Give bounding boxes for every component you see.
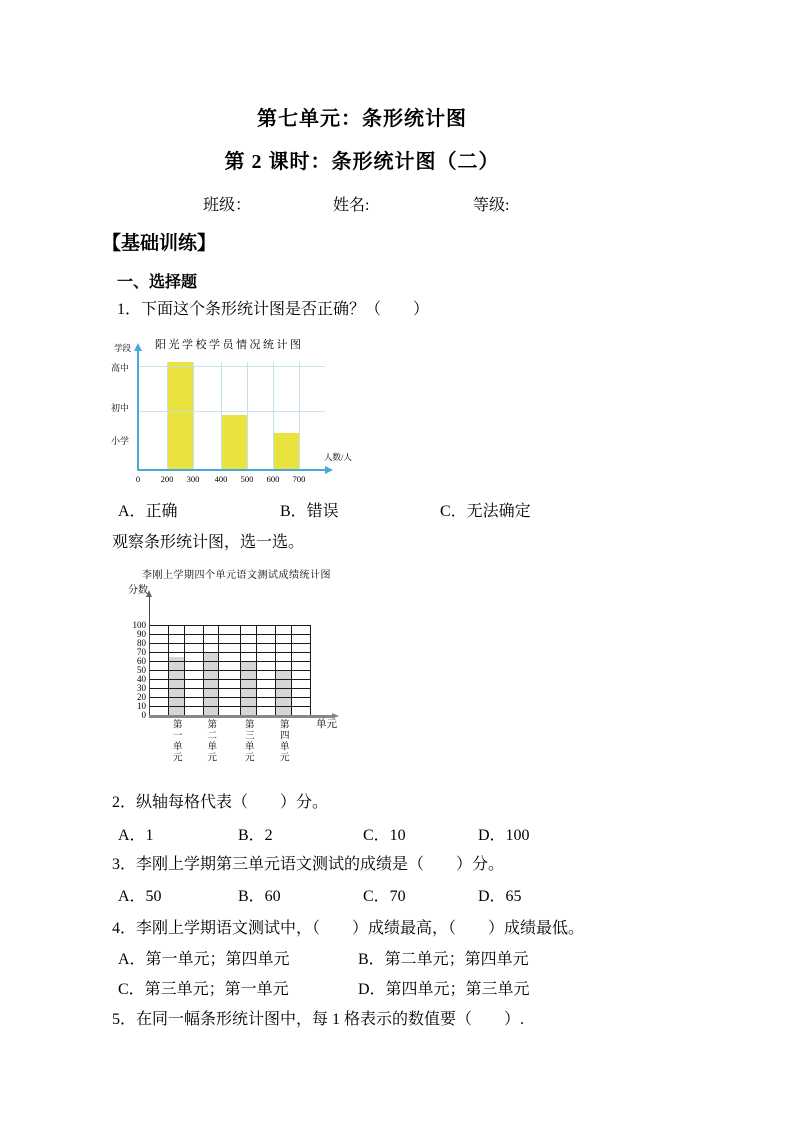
y-tick-label: 0 — [141, 710, 146, 720]
q2-option-d: D．100 — [478, 827, 530, 844]
section-choice: 一、选择题 — [117, 274, 198, 291]
y-tick-label: 80 — [137, 638, 146, 648]
chart-2 — [120, 565, 366, 777]
gridline-v — [184, 625, 185, 715]
y-tick-label: 100 — [132, 620, 146, 630]
q4-option-b: B．第二单元；第四单元 — [358, 951, 529, 968]
gridline-h — [149, 706, 310, 707]
q1-option-c: C．无法确定 — [440, 503, 531, 520]
gridline-h — [149, 688, 310, 689]
x-tick-label: 700 — [292, 474, 306, 484]
gridline-v — [247, 362, 248, 469]
observe-instruction: 观察条形统计图，选一选。 — [112, 534, 305, 551]
y-tick-label: 30 — [137, 683, 146, 693]
y-axis-arrow-icon — [134, 343, 142, 351]
gridline-h — [149, 670, 310, 671]
chart-2-x-axis-label: 单元 — [316, 719, 337, 730]
chart-2-y-axis-label: 分数 — [128, 585, 148, 596]
grade-label: 等级: — [473, 197, 510, 214]
chart-1-x-axis-label: 人数/人 — [324, 452, 352, 462]
q4-option-a: A．第一单元；第四单元 — [118, 951, 290, 968]
x-category-label: 第一单元 — [170, 719, 181, 763]
x-axis-arrow-icon — [325, 466, 333, 474]
y-axis-arrow-icon — [146, 590, 152, 597]
x-tick-label: 500 — [240, 474, 254, 484]
y-tick-label: 20 — [137, 692, 146, 702]
class-label: 班级： — [203, 197, 252, 214]
y-axis — [137, 350, 139, 469]
question-1: 1．下面这个条形统计图是否正确？（ ） — [117, 301, 430, 318]
x-tick-label: 0 — [135, 474, 141, 484]
x-category-label: 第三单元 — [242, 719, 253, 763]
gridline-v — [310, 625, 311, 715]
question-3: 3．李刚上学期第三单元语文测试的成绩是（ ）分。 — [112, 856, 505, 873]
x-category-label: 第二单元 — [205, 719, 216, 763]
q2-option-a: A．1 — [118, 827, 154, 844]
gridline-h — [149, 679, 310, 680]
gridline-v — [256, 625, 257, 715]
bar — [275, 670, 291, 715]
x-axis — [149, 715, 332, 718]
gridline-v — [275, 625, 276, 715]
chart-2-title: 李刚上学期四个单元语文测试成绩统计图 — [142, 570, 331, 581]
y-axis — [149, 597, 150, 715]
q4-option-c: C．第三单元；第一单元 — [118, 981, 289, 998]
x-tick-label: 600 — [266, 474, 280, 484]
question-4: 4．李刚上学期语文测试中，（ ）成绩最高，（ ）成绩最低。 — [112, 920, 585, 937]
gridline-v — [273, 362, 274, 469]
x-tick-label: 400 — [214, 474, 228, 484]
gridline-v — [299, 362, 300, 469]
bar — [273, 433, 299, 469]
gridline-v — [167, 362, 168, 469]
x-axis — [137, 469, 325, 471]
q4-option-d: D．第四单元；第三单元 — [358, 981, 530, 998]
gridline-h — [149, 643, 310, 644]
y-category-label: 初中 — [111, 403, 130, 413]
q3-option-d: D．65 — [478, 888, 522, 905]
question-2: 2．纵轴每格代表（ ）分。 — [112, 794, 329, 811]
y-tick-label: 90 — [137, 629, 146, 639]
x-tick-label: 300 — [186, 474, 200, 484]
q3-option-a: A．50 — [118, 888, 162, 905]
chart-1 — [103, 334, 365, 492]
y-tick-label: 40 — [137, 674, 146, 684]
y-category-label: 高中 — [111, 363, 130, 373]
x-axis-arrow-icon — [332, 713, 339, 719]
x-tick-label: 200 — [160, 474, 174, 484]
section-basic-training: 【基础训练】 — [102, 233, 217, 254]
q3-option-c: C．70 — [363, 888, 406, 905]
y-tick-label: 60 — [137, 656, 146, 666]
q1-option-a: A．正确 — [118, 503, 178, 520]
gridline-h — [149, 634, 310, 635]
gridline-v — [240, 625, 241, 715]
gridline-h — [149, 697, 310, 698]
x-category-label: 第四单元 — [277, 719, 288, 763]
y-tick-label: 10 — [137, 701, 146, 711]
gridline-h — [149, 661, 310, 662]
chart-1-y-axis-label: 学段 — [114, 343, 132, 353]
q2-option-c: C．10 — [363, 827, 406, 844]
q2-option-b: B．2 — [238, 827, 273, 844]
y-category-label: 小学 — [111, 436, 130, 446]
gridline-v — [203, 625, 204, 715]
chart-1-title: 阳光学校学员情况统计图 — [155, 339, 304, 351]
question-5: 5．在同一幅条形统计图中，每 1 格表示的数值要（ ）. — [112, 1011, 525, 1028]
q3-option-b: B．60 — [238, 888, 281, 905]
gridline-h — [149, 625, 310, 626]
bar — [221, 415, 247, 469]
lesson-title: 第 2 课时：条形统计图（二） — [224, 151, 500, 173]
gridline-v — [218, 625, 219, 715]
y-tick-label: 50 — [137, 665, 146, 675]
gridline-h — [137, 366, 325, 367]
bar — [167, 362, 193, 469]
q1-option-b: B．错误 — [280, 503, 339, 520]
gridline-v — [168, 625, 169, 715]
unit-title: 第七单元：条形统计图 — [257, 108, 467, 130]
gridline-v — [291, 625, 292, 715]
y-tick-label: 70 — [137, 647, 146, 657]
gridline-h — [137, 411, 325, 412]
gridline-v — [193, 362, 194, 469]
gridline-h — [149, 652, 310, 653]
gridline-v — [221, 362, 222, 469]
name-label: 姓名: — [333, 197, 370, 214]
